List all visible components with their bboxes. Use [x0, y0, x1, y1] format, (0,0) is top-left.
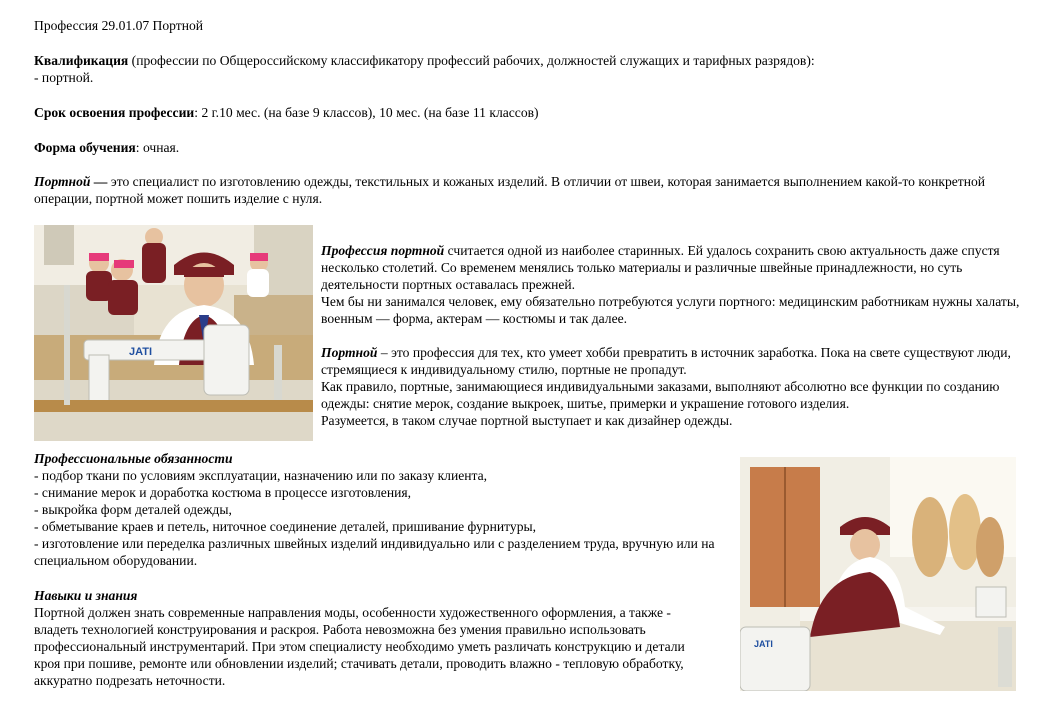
profession-paragraph-2: Чем бы ни занимался человек, ему обязательно потребуются услуги портного: медицинским работникам нужны халаты, военным — форма, актерам — костюмы и так далее. — [321, 294, 1020, 326]
qualification-line — [34, 52, 1024, 69]
sewing-class-photo — [34, 225, 313, 441]
duties-item: - изготовление или переделка различных швейных изделий индивидуально или с разделением труда, вручную или на специальном оборудовании. — [34, 536, 715, 568]
page-title: Профессия 29.01.07 Портной — [34, 18, 204, 33]
profession-paragraph-5: Разумеется, в таком случае портной выступает и как дизайнер одежды. — [321, 413, 733, 428]
duties-title: Профессиональные обязанности — [34, 451, 233, 466]
skills-title: Навыки и знания — [34, 588, 138, 603]
qualification-value: - портной. — [34, 70, 94, 85]
form-label: Форма обучения — [34, 140, 136, 155]
duties-section — [34, 450, 734, 569]
profession-block — [321, 242, 1021, 429]
profession-paragraph-3 — [321, 344, 1021, 378]
intro-paragraph — [34, 173, 1024, 207]
profession-text-3: – это профессия для тех, кто умеет хобби превратить в источник заработка. Пока на свете существуют люди, стремящиеся к индивидуальному стилю, портные не пропадут. — [321, 345, 1011, 377]
intro-text: это специалист по изготовлению одежды, текстильных и кожаных изделий. В отличии от швеи, которая занимается выполнением какой-то конкретной операции, портной может пошить изделие с нуля. — [34, 174, 986, 206]
form-line — [34, 139, 179, 156]
qualification-note: (профессии по Общероссийскому классификатору профессий рабочих, должностей служащих и тарифных разрядов): — [128, 53, 815, 68]
duties-list — [34, 467, 734, 569]
profession-paragraph-1 — [321, 242, 1021, 293]
qualification-label: Квалификация — [34, 53, 129, 68]
sewing-class-illustration — [34, 225, 313, 441]
term-line — [34, 104, 539, 121]
duties-item: - выкройка форм деталей одежды, — [34, 502, 232, 517]
duties-item: - снимание мерок и доработка костюма в процессе изготовления, — [34, 485, 412, 500]
form-value: : очная. — [135, 140, 180, 155]
duties-item: - обметывание краев и петель, ниточное соединение деталей, пришивание фурнитуры, — [34, 519, 537, 534]
skills-text: Портной должен знать современные направления моды, особенности художественного оформления, а также - владеть технологией конструирования и раскроя. Работа невозможна без умения правильно использовать профессиональный инструментарий. При этом специалисту необходимо уметь различать конструкцию и детали кроя при пошиве, ремонте или обновлении изделий; стачивать детали, проводить влажно - тепловую обработку, аккуратно подрезать неточности. — [34, 605, 685, 688]
profession-term-2: Портной — [321, 345, 378, 360]
machine-brand-label: JATI — [129, 346, 153, 358]
intro-term: Портной — — [34, 174, 108, 189]
duties-item: - подбор ткани по условиям эксплуатации, назначению или по заказу клиента, — [34, 468, 488, 483]
term-value: : 2 г.10 мес. (на базе 9 классов), 10 мес. (на базе 11 классов) — [194, 105, 539, 120]
tailor-workshop-illustration — [740, 457, 1016, 691]
tailor-workshop-photo — [740, 457, 1016, 691]
skills-section — [34, 587, 714, 689]
profession-term: Профессия портной — [321, 243, 445, 258]
machine-brand-label-2: JATI — [754, 639, 773, 649]
term-label: Срок освоения профессии — [34, 105, 195, 120]
profession-paragraph-4: Как правило, портные, занимающиеся индивидуальными заказами, выполняют абсолютно все функции по созданию одежды: снятие мерок, создание выкроек, шитье, примерки и украшение готового изделия. — [321, 379, 1000, 411]
profession-text-1: считается одной из наиболее старинных. Ей удалось сохранить свою актуальность даже спустя несколько столетий. Со временем менялись только материалы и различные швейные принадлежности, но суть деятельности портных оставалась прежней. — [321, 243, 1000, 292]
